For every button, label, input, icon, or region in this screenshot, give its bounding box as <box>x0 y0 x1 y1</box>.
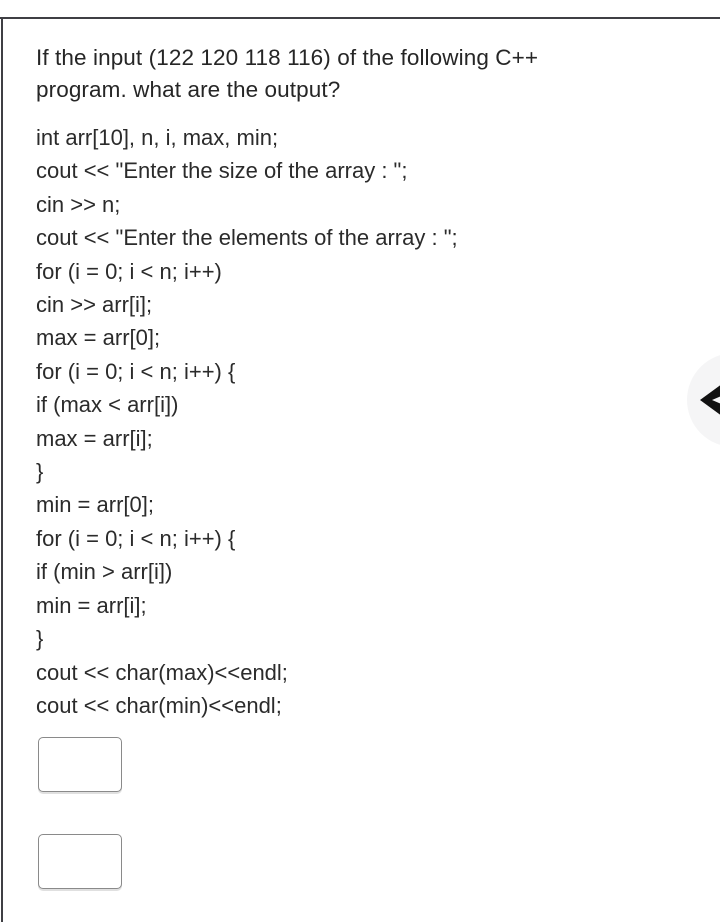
code-line: if (min > arr[i]) <box>36 559 173 585</box>
answer-input-1[interactable] <box>38 737 122 792</box>
code-line: cout << char(max)<<endl; <box>36 659 288 685</box>
code-line: for (i = 0; i < n; i++) { <box>36 525 236 551</box>
code-line: } <box>36 459 44 485</box>
code-line: min = arr[i]; <box>36 592 147 618</box>
code-line: } <box>36 626 44 652</box>
code-line: int arr[10], n, i, max, min; <box>36 125 279 150</box>
question-panel <box>36 42 656 722</box>
code-line: cin >> n; <box>36 191 121 217</box>
code-listing <box>36 121 656 722</box>
chevron-left-icon <box>700 381 720 419</box>
answer-input-2[interactable] <box>38 834 122 889</box>
code-line: for (i = 0; i < n; i++) { <box>36 358 236 384</box>
question-line: program. what are the output? <box>36 77 341 102</box>
code-line: cin >> arr[i]; <box>36 292 153 318</box>
panel-top-border <box>0 17 720 19</box>
back-button[interactable] <box>687 353 720 447</box>
code-line: cout << char(min)<<endl; <box>36 692 282 718</box>
code-line: cout << "Enter the size of the array : "; <box>36 158 408 184</box>
panel-left-border <box>1 17 3 922</box>
question-text <box>36 42 656 106</box>
code-line: for (i = 0; i < n; i++) <box>36 258 222 284</box>
code-line: min = arr[0]; <box>36 492 154 518</box>
question-line: If the input (122 120 118 116) of the following C++ <box>36 45 539 70</box>
code-line: max = arr[i]; <box>36 425 153 451</box>
code-line: cout << "Enter the elements of the array : "; <box>36 225 458 251</box>
code-line: if (max < arr[i]) <box>36 392 179 418</box>
code-line: max = arr[0]; <box>36 325 161 351</box>
